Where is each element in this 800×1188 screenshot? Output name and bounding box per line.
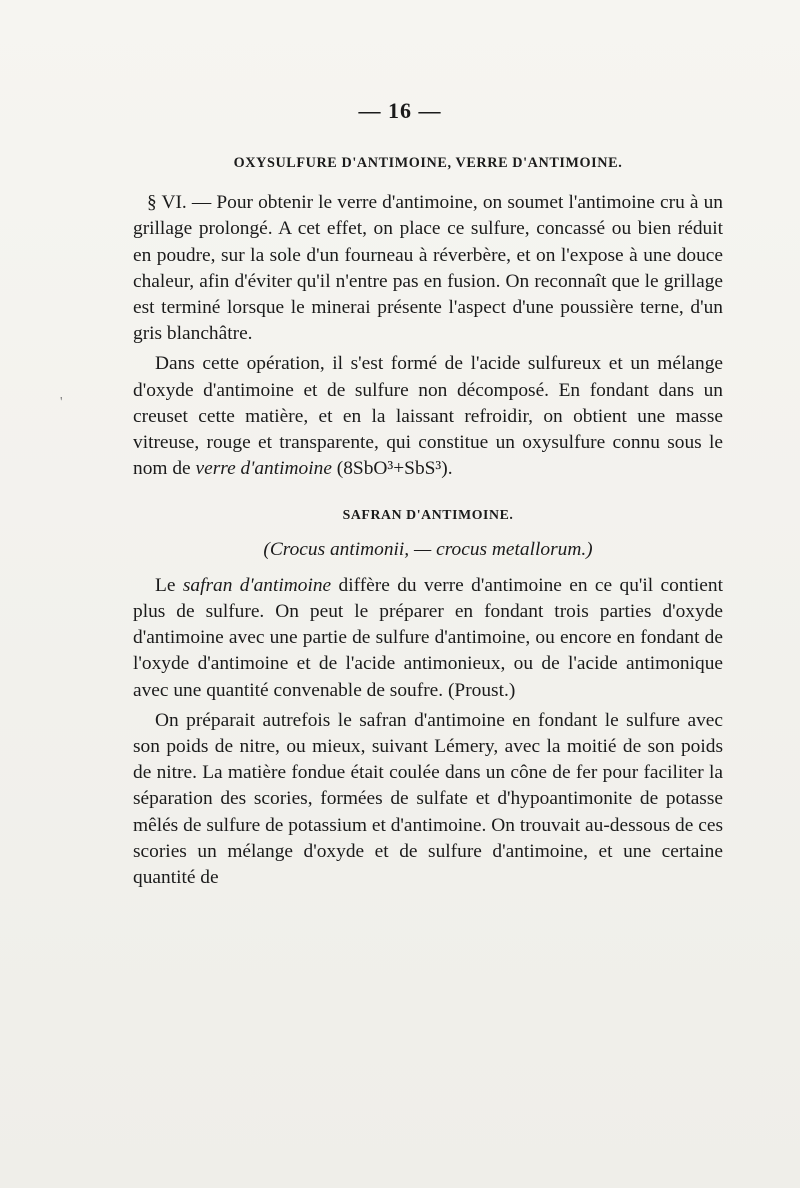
section-heading-safran: SAFRAN D'ANTIMOINE. [342, 507, 514, 523]
paragraph-3-italic: safran d'antimoine [182, 574, 332, 596]
paragraph-2-italic: verre d'antimoine [195, 458, 332, 480]
paragraph-2 [133, 351, 723, 482]
paragraph-3-lead: Le [155, 574, 176, 596]
paragraph-3-text: diffère du verre d'antimoine en ce qu'il contient plus de sulfure. On peut le préparer en fondant trois parties d'oxyde d'antimoine avec une partie de sulfure d'antimoine, ou encore en fondant de l'oxyde d'antimoine et de l'acide antimonieux, ou de l'acide antimonique avec une quantité convenable de soufre. (Proust.) [133, 574, 723, 701]
section-subheading-latin: (Crocus antimonii, — crocus metallorum.) [263, 538, 593, 560]
paragraph-4: On préparait autrefois le safran d'antimoine en fondant le sulfure avec son poids de nitre, ou mieux, suivant Lémery, avec la moitié de son poids de nitre. La matière fondue était coulée dans un cône de fer pour faciliter la séparation des scories, formées de sulfate et d'hypoantimonite de potasse mêlés de sulfure de potassium et d'antimoine. On trouvait au-dessous de ces scories un mélange d'oxyde et de sulfure d'antimoine, et une certaine quantité de [133, 709, 723, 889]
paragraph-3 [133, 573, 723, 704]
body-text [133, 150, 723, 891]
page-number: — 16 — [358, 98, 442, 123]
paragraph-2-formula: (8SbO³+SbS³). [336, 458, 453, 480]
paragraph-2-text: Dans cette opération, il s'est formé de l'acide sulfureux et un mélange d'oxyde d'antimoine et de sulfure non décomposé. En fondant dans un creuset cette matière, et en la laissant refroidir, on obtient une masse vitreuse, rouge et transparente, qui constitue un oxysulfure connu sous le nom de [133, 353, 723, 480]
section-heading-verre: OXYSULFURE D'ANTIMOINE, VERRE D'ANTIMOINE. [233, 155, 623, 171]
paragraph-1: § VI. — Pour obtenir le verre d'antimoine, on soumet l'antimoine cru à un grillage prolongé. A cet effet, on place ce sulfure, concassé ou bien réduit en poudre, sur la sole d'un fourneau à réverbère, et on l'expose à une douce chaleur, afin d'éviter qu'il n'entre pas en fusion. On reconnaît que le grillage est terminé lorsque le minerai présente l'aspect d'une poussière terne, d'un gris blanchâtre. [133, 192, 723, 345]
margin-mark: ' [60, 395, 63, 410]
